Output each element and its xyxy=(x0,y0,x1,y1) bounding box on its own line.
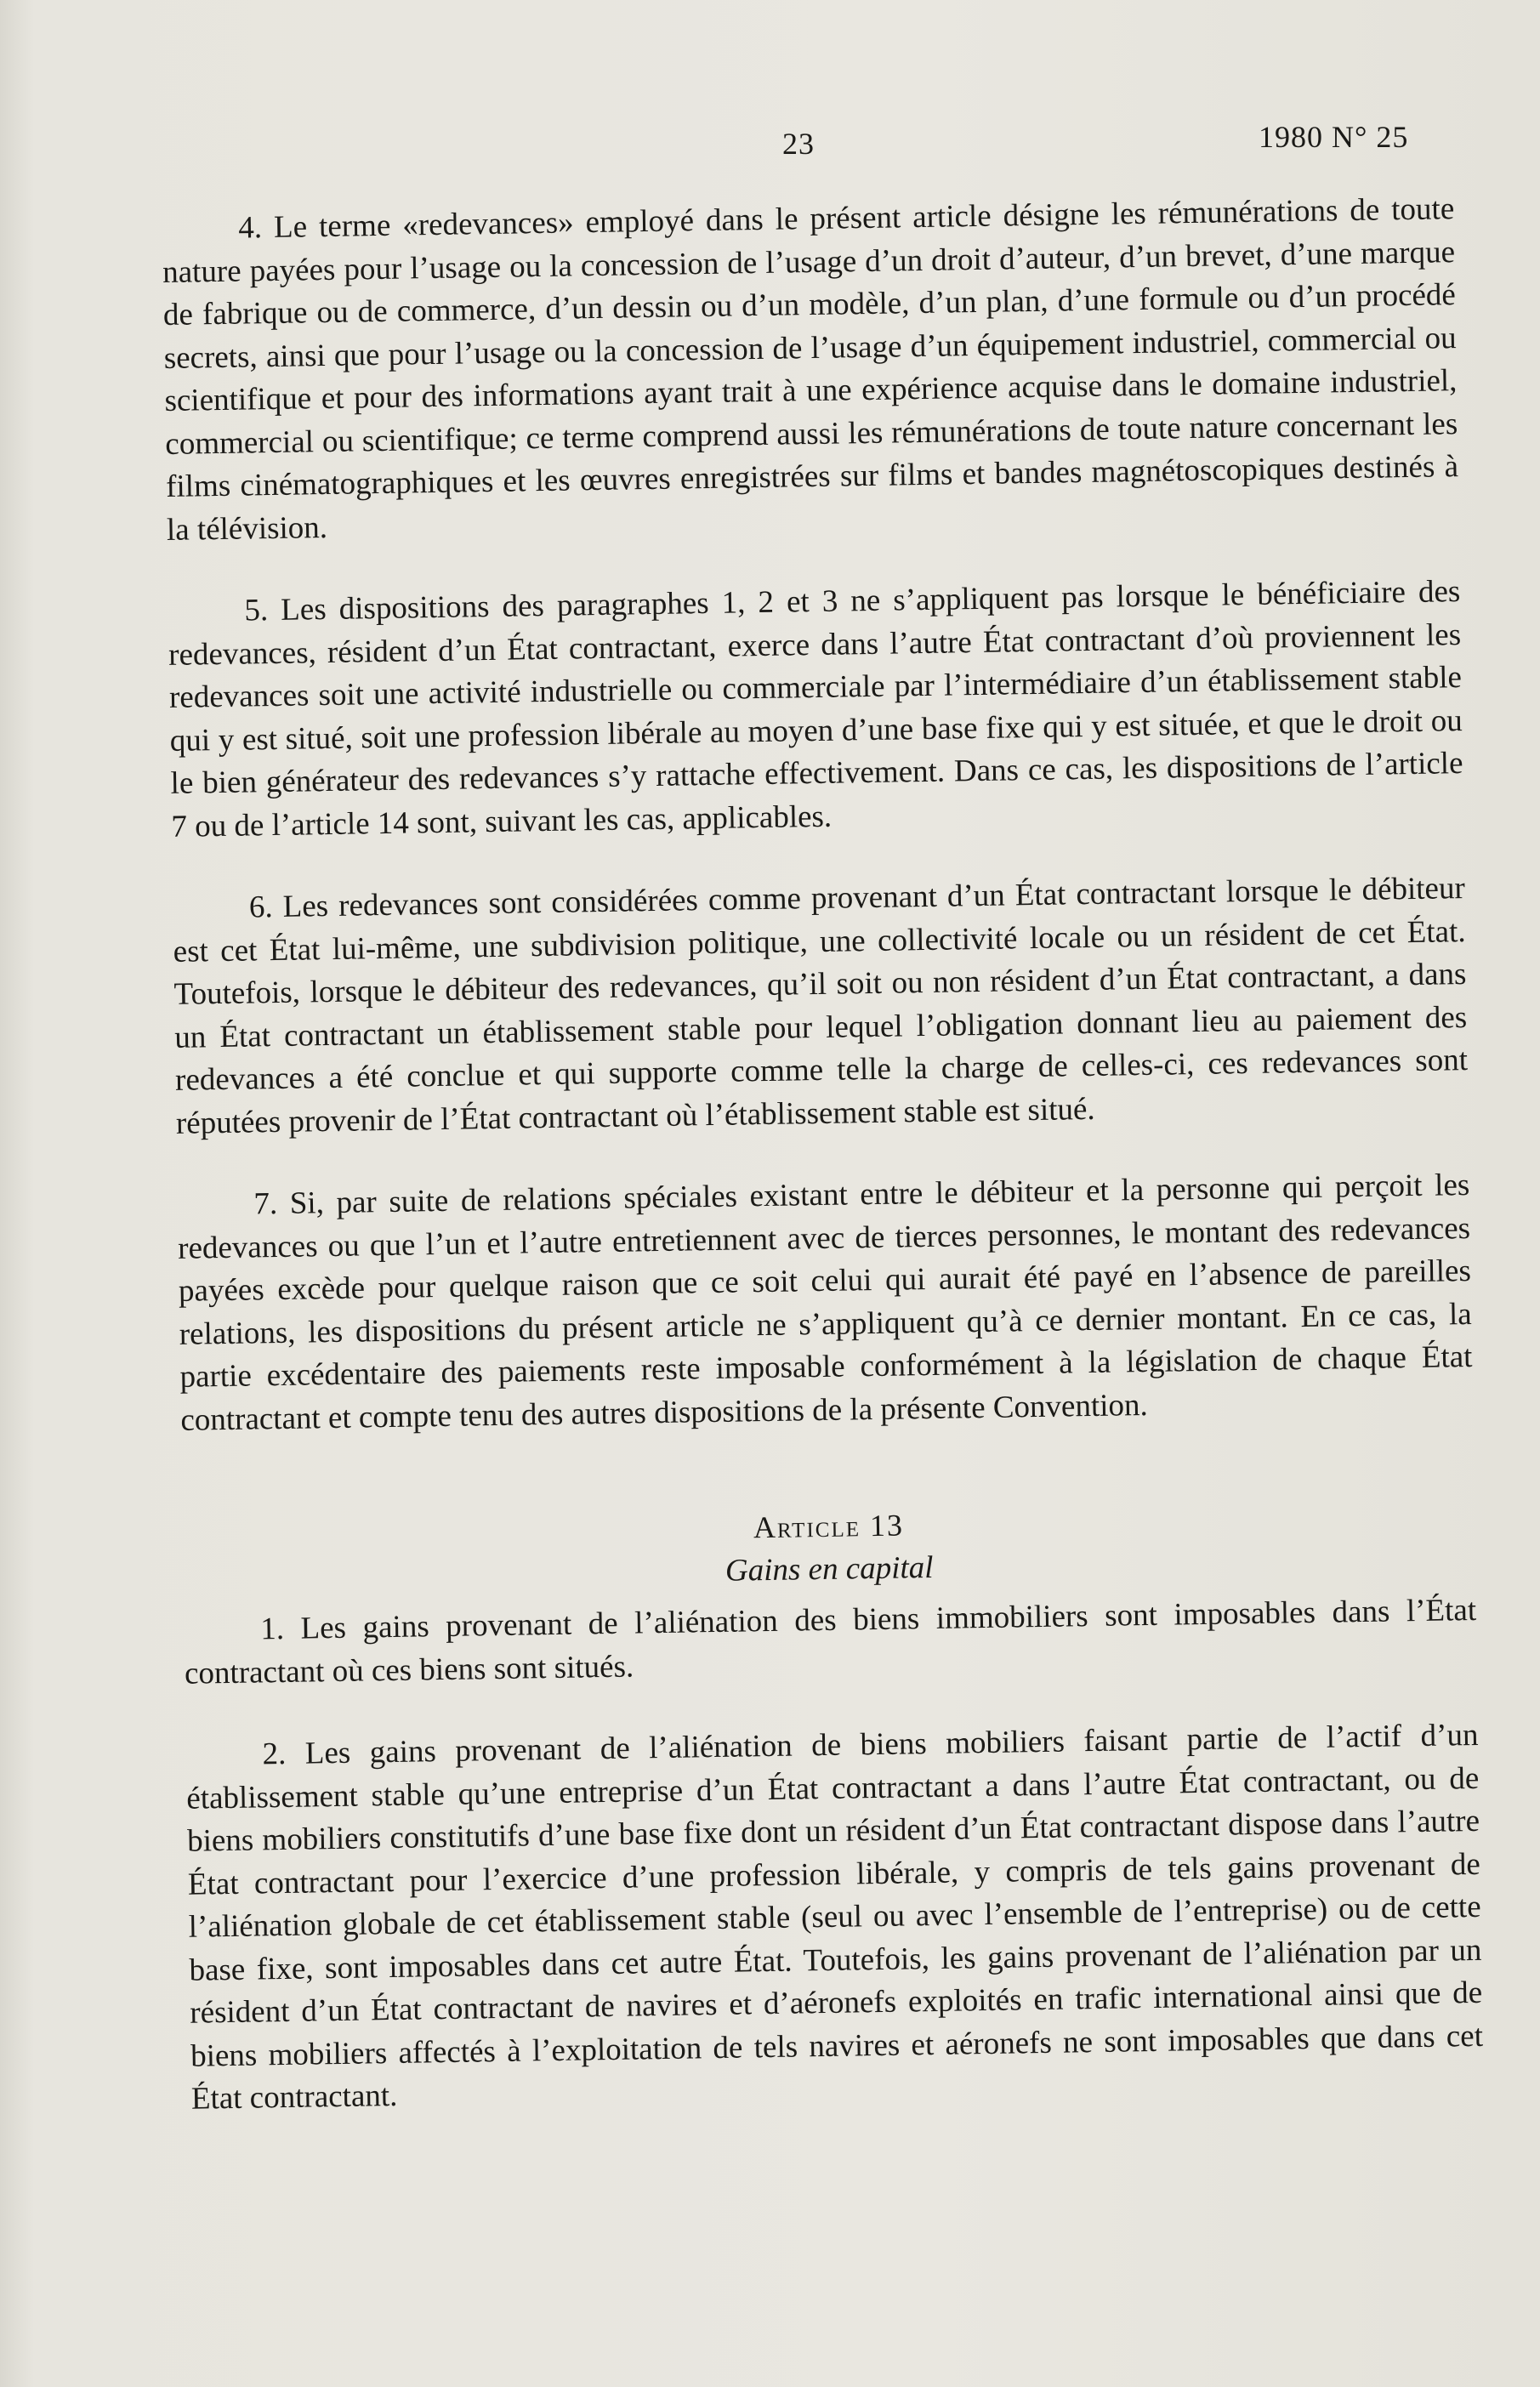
article-13-paragraph-2: 2. Les gains provenant de l’aliénation de biens mobiliers faisant partie de l’actif d’un établissement stable qu’une entreprise d’un État contractant a dans l’autre État contractant, ou de biens mobiliers constitutifs d’une base fixe dont un résident d’un État contractant dispose dans l’autre État contractant pour l’exercice d’une profession libérale, y compris de tels gains provenant de l’aliénation globale de cet établissement stable (seul ou avec l’ensemble de l’entreprise) ou de cette base fixe, sont imposables dans cet autre État. Toutefois, les gains provenant de l’aliénation par un résident d’un État contractant de navires et d’aéronefs exploités en trafic international ainsi que de biens mobiliers affectés à l’exploitation de tels navires et aéronefs ne sont imposables que dans cet État contractant. xyxy=(186,1717,1484,2117)
document-body xyxy=(162,188,1485,2160)
issue-reference: 1980 N° 25 xyxy=(1259,120,1409,154)
paragraph-5: 5. Les dispositions des paragraphes 1, 2 et 3 ne s’appliquent pas lorsque le bénéficiaire des redevances, résident d’un État contractant, exerce dans l’autre État contractant d’où proviennent les redevances soit une activité industrielle ou commerciale par l’intermédiaire d’un établissement stable qui y est situé, soit une profession libérale au moyen d’une base fixe qui y est située, et que le droit ou le bien générateur des redevances s’y rattache effectivement. Dans ce cas, les dispositions de l’article 7 ou de l’article 14 sont, suivant les cas, applicables. xyxy=(168,574,1463,844)
article-13-paragraph-1: 1. Les gains provenant de l’aliénation des biens immobiliers sont imposables dans l’État contractant où ces biens sont situés. xyxy=(184,1592,1477,1691)
paragraph-7: 7. Si, par suite de relations spéciales existant entre le débiteur et la personne qui perçoit les redevances ou que l’un et l’autre entretiennent avec de tierces personnes, le montant des redevances payées excède pour quelque raison que ce soit celui qui aurait été payé en l’absence de pareilles relations, les dispositions du présent article ne s’appliquent qu’à ce dernier montant. En ce cas, la partie excédentaire des paiements reste imposable conformément à la législation de chaque État contractant et compte tenu des autres dispositions de la présente Convention. xyxy=(177,1167,1473,1438)
article-heading: Article 13 xyxy=(753,1508,905,1545)
paragraph-4: 4. Le terme «redevances» employé dans le présent article désigne les rémunérations de toute nature payées pour l’usage ou la concession de l’usage d’un droit d’auteur, d’un brevet, d’une marque de fabrique ou de commerce, d’un dessin ou d’un modèle, d’un plan, d’une formule ou d’un procédé secrets, ainsi que pour l’usage ou la concession de l’usage d’un équipement industriel, commercial ou scientifique et pour des informations ayant trait à une expérience acquise dans le domaine industriel, commercial ou scientifique; ce terme comprend aussi les rémunérations de toute nature concernant les films cinématographiques et les œuvres enregistrées sur films et bandes magnétoscopiques destinés à la télévision. xyxy=(162,191,1459,548)
paragraph-6: 6. Les redevances sont considérées comme provenant d’un État contractant lorsque le débiteur est cet État lui-même, une subdivision politique, une collectivité locale ou un résident de cet État. Toutefois, lorsque le débiteur des redevances, qu’il soit ou non résident d’un État contractant, a dans un État contractant un établissement stable pour lequel l’obligation donnant lieu au paiement des redevances a été conclue et qui supporte comme telle la charge de celles-ci, ces redevances sont réputées provenir de l’État contractant où l’établissement stable est situé. xyxy=(173,871,1469,1141)
page-number: 23 xyxy=(782,127,815,161)
article-subtitle: Gains en capital xyxy=(725,1549,934,1588)
